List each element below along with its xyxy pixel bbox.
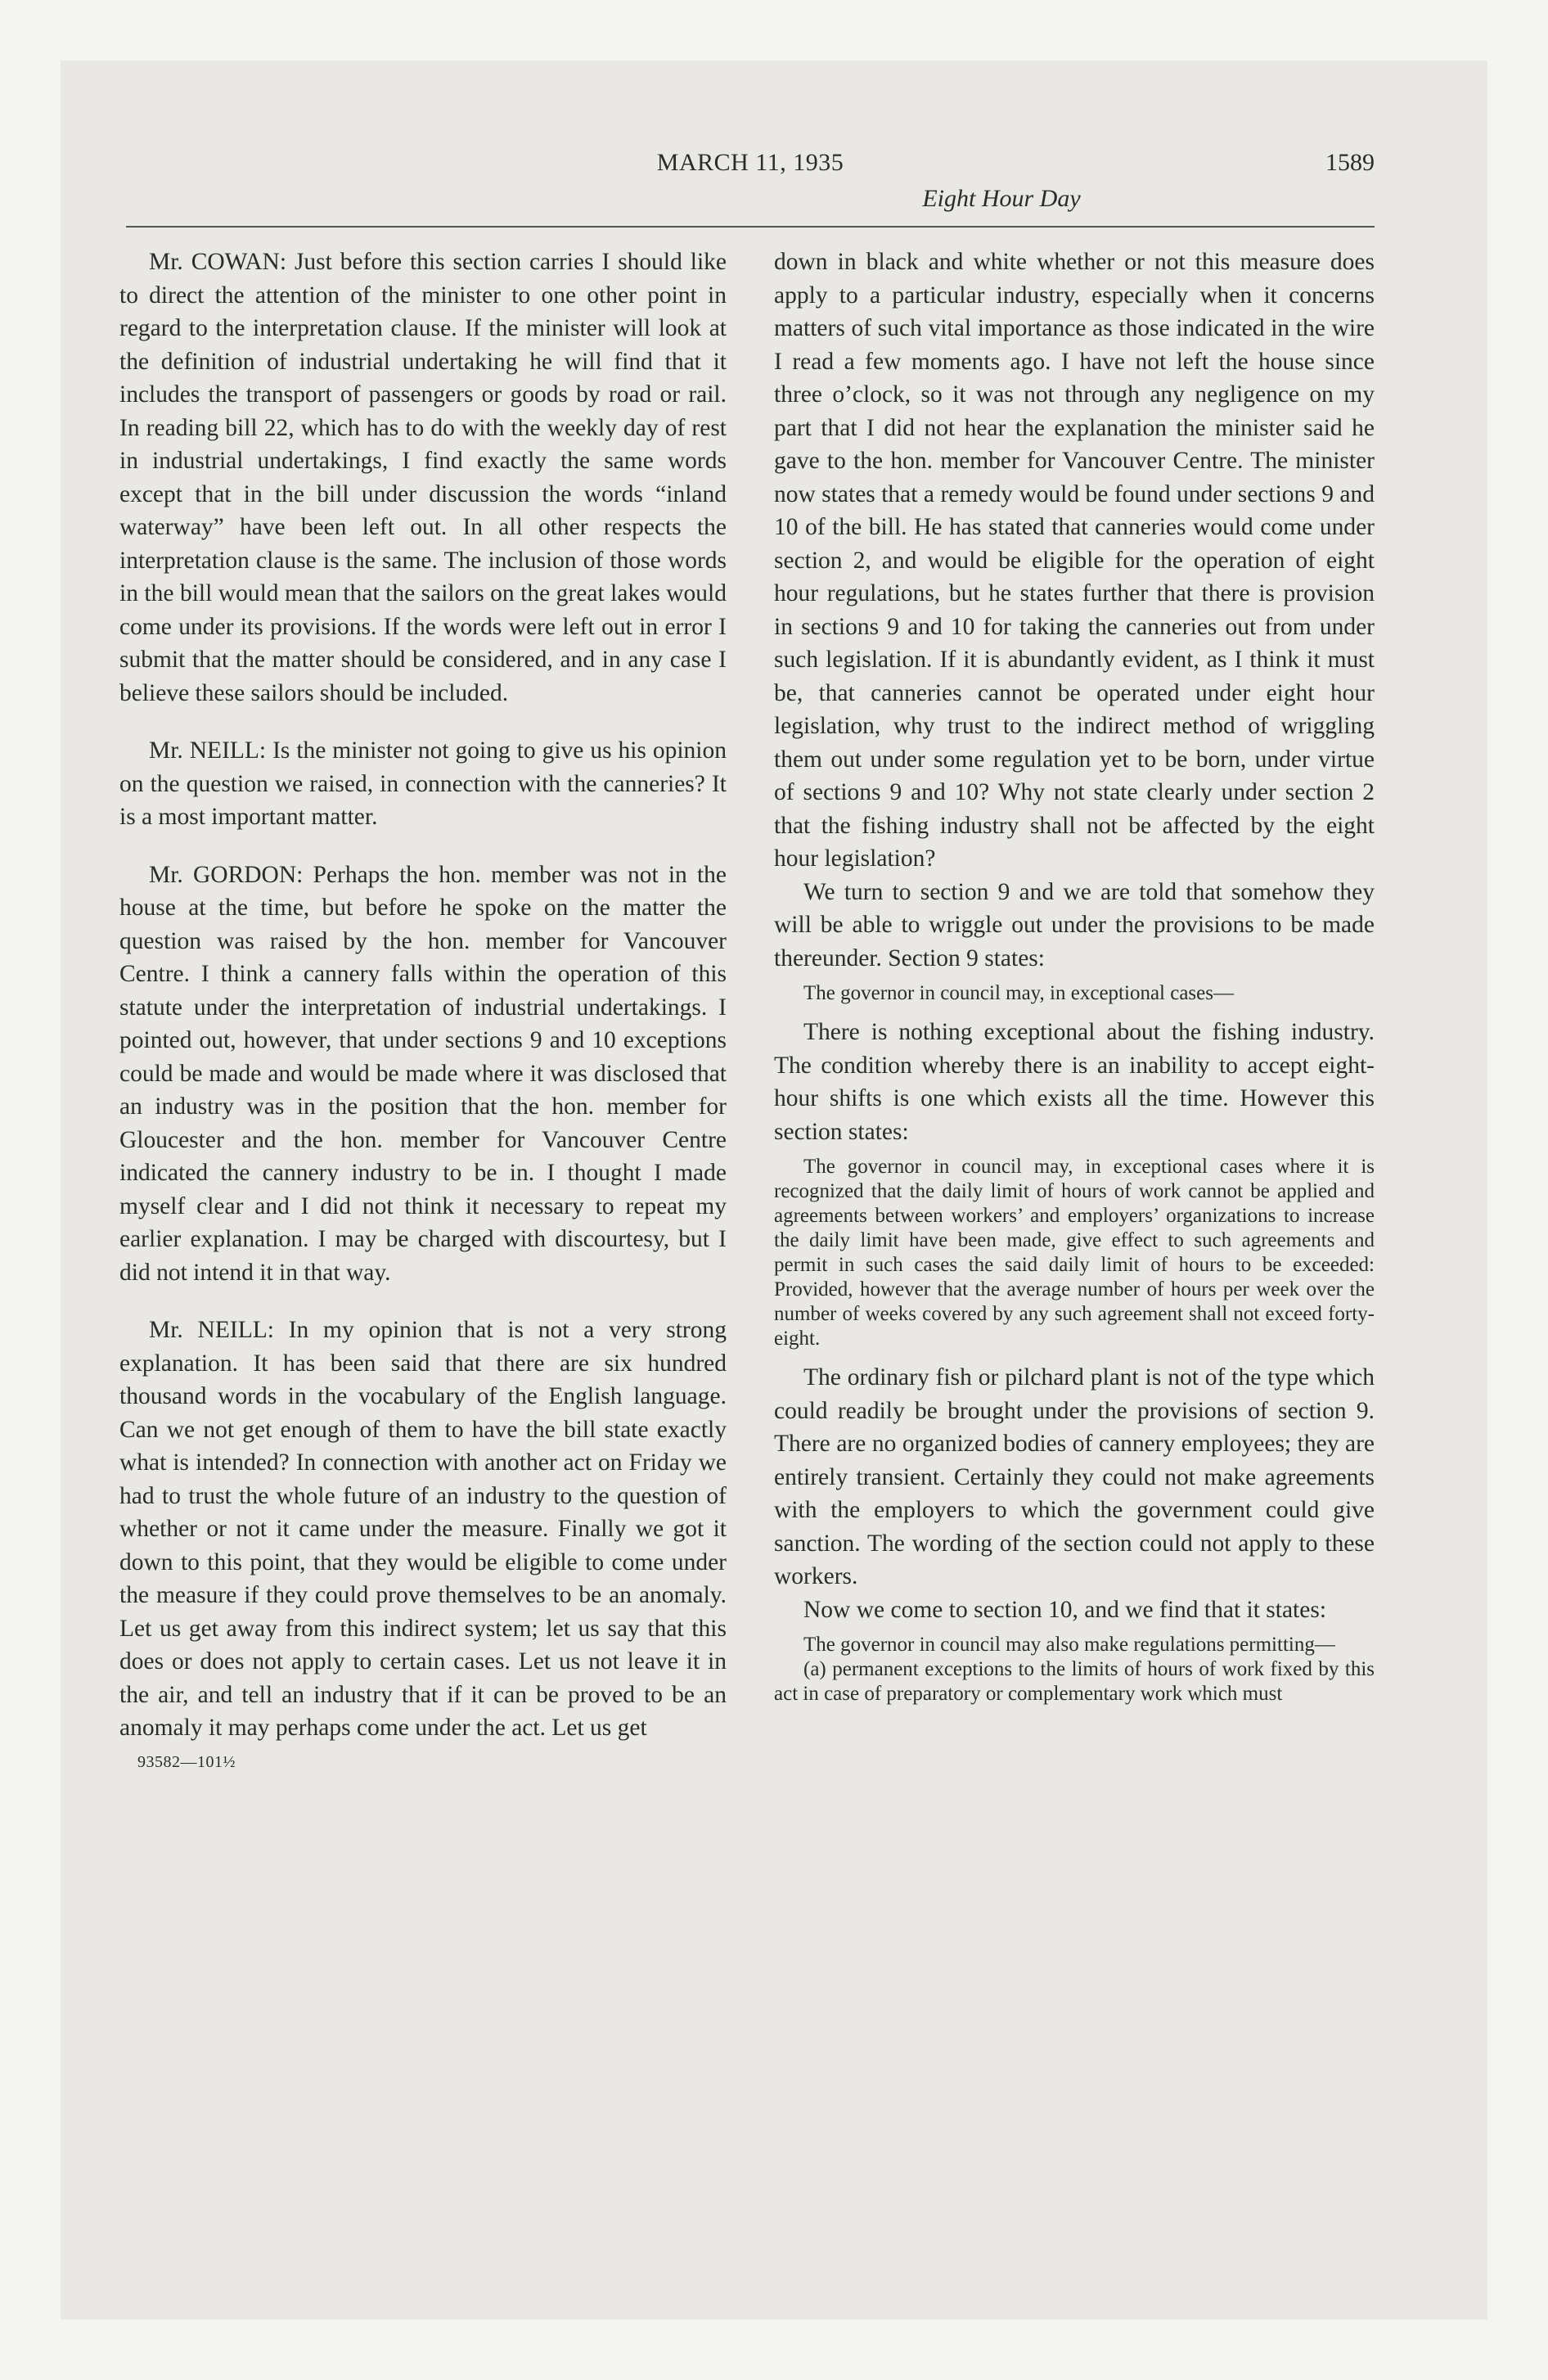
page-header [126,149,1375,223]
paragraph-section-9: We turn to section 9 and we are told that somehow they will be able to wriggle out under the provisions to be made thereunder. Section 9 states: [774,878,1375,971]
header-rule [126,226,1375,228]
header-subject: Eight Hour Day [922,185,1081,212]
speech-neill-2: Mr. NEILL: In my opinion that is not a very strong explanation. It has been said that there are six hundred thousand words in the vocabulary of the English language. Can we not get enough of them to have the bill state exactly what is intended? In connection with another act on Friday we had to trust the whole future of an industry to the question of whether or not it came under the measure. Finally we got it down to this point, that they would be eligible to come under the measure if they could prove themselves to be an anomaly. Let us get away from this indirect system; let us say that this does or does not apply to certain cases. Let us not leave it in the air, and tell an industry that if it can be proved to be an anomaly it may perhaps come under the act. Let us get [119,1317,727,1741]
quote-section-10: The governor in council may also make regulations permitting— [803,1634,1335,1656]
quote-section-9-short: The governor in council may, in exceptional cases— [803,982,1234,1004]
printer-footnote: 93582—101½ [137,1752,236,1771]
paragraph-pilchard-plant: The ordinary fish or pilchard plant is not of the type which could readily be brought under the provisions of section 9. There are no organized bodies of cannery employees; they are entirely transient. Certainly they could not make agreements with the employers to which the government could give sanction. The wording of the section could not apply to these workers. [774,1364,1375,1589]
right-column [774,246,1375,1716]
quote-section-9-full: The governor in council may, in exceptional cases where it is recognized that the daily limit of hours of work cannot be applied and agreements between workers’ and employers’ organizations to increase the daily limit have been made, give effect to such agreements and permit in such cases the said daily limit of hours to be exceeded: Provided, however that the average number of hours per week over the number of weeks covered by any such agreement shall not exceed forty-eight. [774,1156,1375,1350]
speech-neill-1: Mr. NEILL: Is the minister not going to give us his opinion on the question we raised, in connection with the canneries? It is a most important matter. [119,737,727,830]
speech-cowan: Mr. COWAN: Just before this section carries I should like to direct the attention of the minister to one other point in regard to the interpretation clause. If the minister will look at the definition of industrial undertaking he will find that it includes the transport of passengers or goods by road or rail. In reading bill 22, which has to do with the weekly day of rest in industrial undertakings, I find exactly the same words except that in the bill under discussion the words “inland waterway” have been left out. In all other respects the interpretation clause is the same. The inclusion of those words in the bill would mean that the sailors on the great lakes would come under its provisions. If the words were left out in error I submit that the matter should be considered, and in any case I believe these sailors should be included. [119,249,727,706]
left-column [119,246,727,1773]
speech-gordon: Mr. GORDON: Perhaps the hon. member was not in the house at the time, but before he spoke on the matter the question was raised by the hon. member for Vancouver Centre. I think a cannery falls within the operation of this statute under the interpretation of industrial undertakings. I pointed out, however, that under sections 9 and 10 exceptions could be made and would be made where it was disclosed that an industry was in the position that the hon. member for Gloucester and the hon. member for Vancouver Centre indicated the cannery industry to be in. I thought I made myself clear and I did not think it necessary to repeat my earlier explanation. I may be charged with discourtesy, but I did not intend it in that way. [119,861,727,1286]
paragraph-nothing-exceptional: There is nothing exceptional about the fishing industry. The condition whereby there is an inability to accept eight-hour shifts is one which exists all the time. However this section states: [774,1019,1375,1145]
page-number: 1589 [1325,149,1375,176]
header-date: MARCH 11, 1935 [656,149,844,176]
quote-section-10-a: (a) permanent exceptions to the limits of hours of work fixed by this act in case of preparatory or complementary work which must [774,1658,1375,1705]
paragraph-section-10: Now we come to section 10, and we find that it states: [803,1596,1327,1623]
paragraph-continued: down in black and white whether or not this measure does apply to a particular industry, especially when it concerns matters of such vital importance as those indicated in the wire I read a few moments ago. I have not left the house since three o’clock, so it was not through any negligence on my part that I did not hear the explanation the minister said he gave to the hon. member for Vancouver Centre. The minister now states that a remedy would be found under sections 9 and 10 of the bill. He has stated that canneries would come under section 2, and would be eligible for the operation of eight hour regulations, but he states further that there is provision in sections 9 and 10 for taking the canneries out from under such legislation. If it is abundantly evident, as I think it must be, that canneries cannot be operated under eight hour legislation, why trust to the indirect method of wriggling them out under some regulation yet to be born, under virtue of sections 9 and 10? Why not state clearly under section 2 that the fishing industry shall not be affected by the eight hour legislation? [774,249,1375,872]
